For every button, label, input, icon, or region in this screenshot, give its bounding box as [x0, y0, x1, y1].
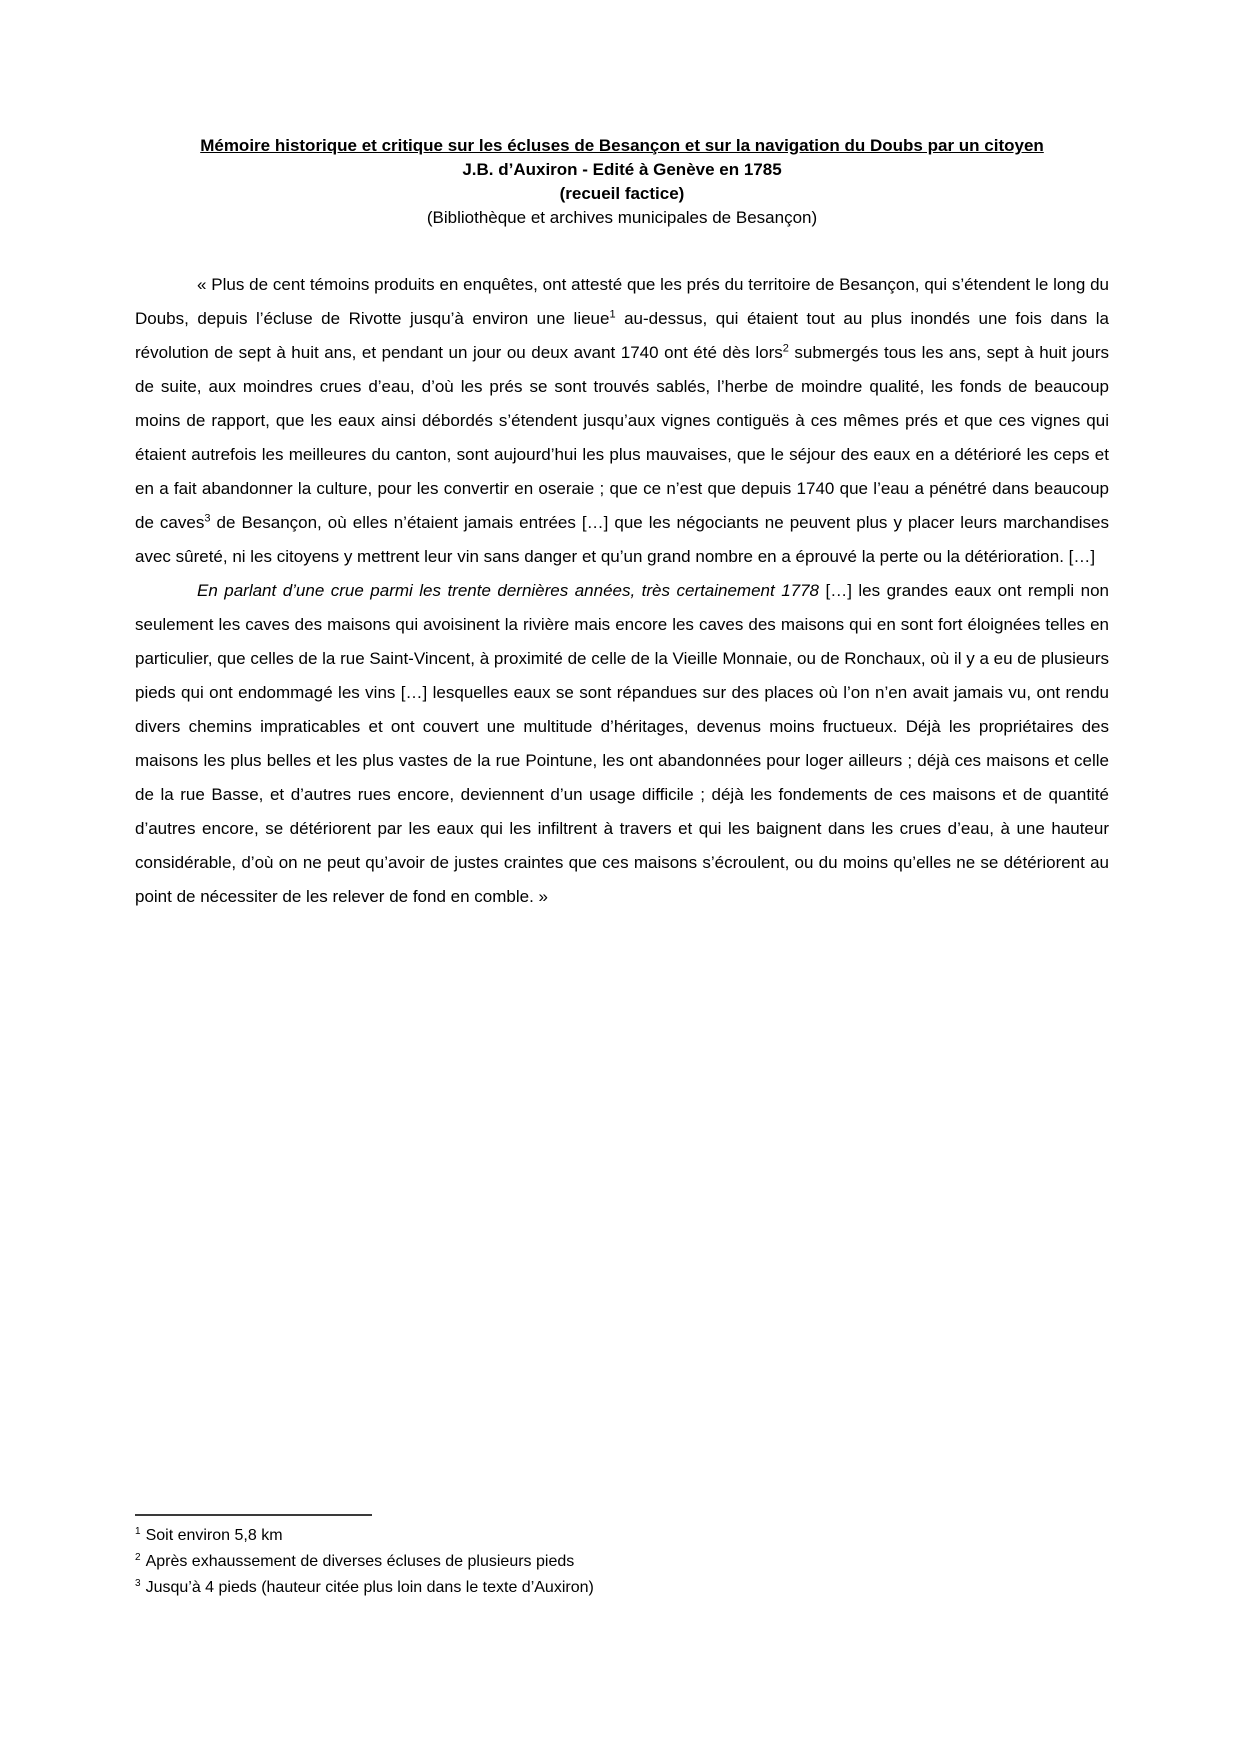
footnote-1	[135, 1523, 1109, 1549]
page-content	[135, 134, 1109, 914]
footnotes-section	[135, 1514, 1109, 1601]
footnote-ref-1: 1	[609, 308, 616, 321]
p1-text-3: submergés tous les ans, sept à huit jours de suite, aux moindres crues d’eau, d’où les prés se sont trouvés sablés, l’herbe de moindre qualité, les fonds de beaucoup moins de rapport, que les eaux ainsi débordés s’étendent jusqu’aux vignes contiguës à ces mêmes prés et que ces vignes qui étaient autrefois les meilleures du canton, sont aujourd’hui les plus mauvaises, que le séjour des eaux en a détérioré les ceps et en a fait abandonner la culture, pour les convertir en oseraie ; que ce n’est que depuis 1740 que l’eau a pénétré dans beaucoup de caves	[135, 343, 1109, 532]
document-title	[135, 134, 1109, 158]
footnote-2-text: Après exhaussement de diverses écluses de plusieurs pieds	[145, 1553, 575, 1570]
footnote-2-marker: 2	[135, 1551, 141, 1563]
footnote-ref-2: 2	[782, 342, 789, 355]
document-title-text: Mémoire historique et critique sur les écluses de Besançon et sur la navigation du Doubs par un citoyen	[200, 136, 1044, 155]
p2-text: […] les grandes eaux ont rempli non seulement les caves des maisons qui avoisinent la rivière mais encore les caves des maisons qui en sont fort éloignées telles en particulier, que celles de la rue Saint-Vincent, à proximité de celle de la Vieille Monnaie, ou de Ronchaux, où il y a eu de plusieurs pieds qui ont endommagé les vins […] lesquelles eaux se sont répandues sur des places où l’on n’en avait jamais vu, ont rendu divers chemins impraticables et ont couvert une multitude d’héritages, devenus moins fructueux. Déjà les propriétaires des maisons les plus belles et les plus vastes de la rue Pointune, les ont abandonnées pour loger ailleurs ; déjà ces maisons et celle de la rue Basse, et d’autres rues encore, deviennent d’un usage difficile ; déjà les fondements de ces maisons et de quantité d’autres encore, se détériorent par les eaux qui les infiltrent à travers et qui les baignent dans les crues d’eau, à une hauteur considérable, d’où on ne peut qu’avoir de justes craintes que ces maisons s’écroulent, ou du moins qu’elles ne se détériorent au point de nécessiter de les relever de fond en comble. »	[135, 581, 1109, 906]
footnote-3-marker: 3	[135, 1577, 141, 1589]
footnote-ref-3: 3	[204, 512, 211, 525]
footnote-separator	[135, 1514, 372, 1516]
document-title-block	[135, 134, 1109, 230]
p1-text-2: au-dessus, qui étaient tout au plus inondés une fois dans la révolution de sept à huit ans, et pendant un jour ou deux avant 1740 ont été dès lors	[135, 309, 1109, 362]
footnote-3	[135, 1575, 1109, 1601]
p2-italic-lead: En parlant d’une crue parmi les trente dernières années, très certainement 1778	[197, 581, 820, 600]
paragraph-2	[135, 574, 1109, 914]
title-note: (recueil factice)	[559, 184, 685, 203]
document-body	[135, 268, 1109, 914]
p1-text-1: « Plus de cent témoins produits en enquêtes, ont attesté que les prés du territoire de Besançon, qui s’étendent le long du Doubs, depuis l’écluse de Rivotte jusqu’à environ une lieue	[135, 275, 1109, 328]
title-source: (Bibliothèque et archives municipales de Besançon)	[426, 208, 818, 227]
footnote-1-marker: 1	[135, 1525, 141, 1537]
footnote-3-text: Jusqu’à 4 pieds (hauteur citée plus loin dans le texte d’Auxiron)	[145, 1579, 594, 1596]
p1-text-4: de Besançon, où elles n’étaient jamais entrées […] que les négociants ne peuvent plus y placer leurs marchandises avec sûreté, ni les citoyens y mettrent leur vin sans danger et qu’un grand nombre en a éprouvé la perte ou la détérioration. […]	[135, 513, 1110, 566]
title-author-line: J.B. d’Auxiron - Edité à Genève en 1785	[462, 160, 782, 179]
footnote-1-text: Soit environ 5,8 km	[145, 1527, 283, 1544]
footnote-2	[135, 1549, 1109, 1575]
paragraph-1	[135, 268, 1109, 574]
